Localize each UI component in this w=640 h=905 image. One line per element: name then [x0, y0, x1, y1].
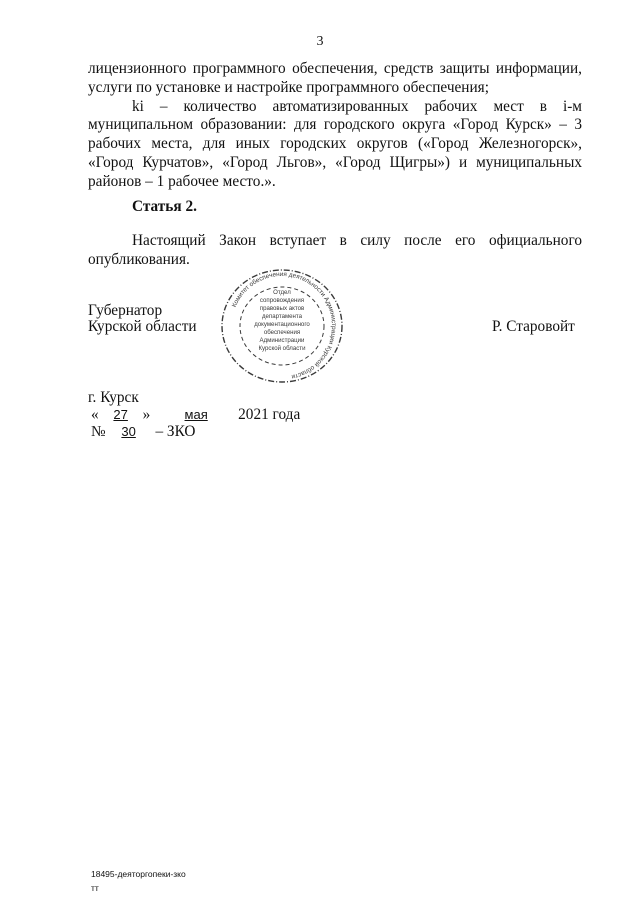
paragraph-line: рабочих места, для иных городских округов («Город Железногорск»,	[88, 135, 582, 153]
date-year: 2021 года	[238, 406, 301, 423]
stamp-center-text: сопровождения	[259, 297, 305, 304]
paragraph-line: ki – количество автоматизированных рабочих мест в i-м	[132, 97, 582, 115]
stamp-center-text: Отдел	[273, 289, 291, 296]
stamp-center-text: департамента	[261, 313, 303, 320]
stamp-center-text: Курской области	[258, 345, 306, 352]
signatory-name: Р. Старовойт	[492, 318, 575, 335]
article-text-block	[88, 232, 582, 270]
paragraph-line: Настоящий Закон вступает в силу после его официального	[132, 232, 582, 249]
city: г. Курск	[88, 389, 139, 406]
signing-date	[91, 406, 300, 424]
page-number: 3	[316, 34, 324, 49]
stamp-center-text: обеспечения	[263, 329, 301, 336]
paragraph-line: опубликования.	[88, 250, 190, 268]
date-month: мая	[184, 407, 208, 422]
paragraph-line: муниципальном образовании: для городского округа «Город Курск» – 3	[88, 116, 582, 134]
paragraph-line: услуги по установке и настройке программного обеспечения;	[88, 78, 489, 96]
stamp-center-text: документационного	[254, 321, 310, 328]
official-stamp	[214, 267, 350, 385]
stamp-ring-text: Комитет обеспечения деятельности Администрации Курской области	[230, 270, 338, 381]
date-close-quote: »	[142, 406, 151, 423]
paragraph-line: «Город Курчатов», «Город Льгов», «Город Щигры») и муниципальных	[88, 153, 582, 171]
stamp-center-text: правовых актов	[259, 305, 305, 312]
date-day: 27	[113, 407, 128, 422]
paragraph-line: лицензионного программного обеспечения, средств защиты информации,	[88, 60, 582, 77]
law-number	[91, 423, 195, 441]
number-value: 30	[121, 424, 136, 439]
signatory-title-line2: Курской области	[88, 318, 197, 335]
footer-initials: тт	[91, 883, 99, 893]
number-suffix: – ЗКО	[155, 423, 196, 440]
signatory-title-line1: Губернатор	[88, 302, 163, 319]
article-heading: Статья 2.	[132, 198, 197, 215]
date-open-quote: «	[91, 406, 99, 423]
paragraph-line: районов – 1 рабочее место.».	[88, 172, 276, 190]
number-prefix: №	[91, 423, 106, 440]
law-text-block	[88, 60, 582, 192]
stamp-center-text: Администрации	[259, 337, 305, 344]
footer-reference: 18495-деяторгопеки-зко	[91, 869, 186, 879]
